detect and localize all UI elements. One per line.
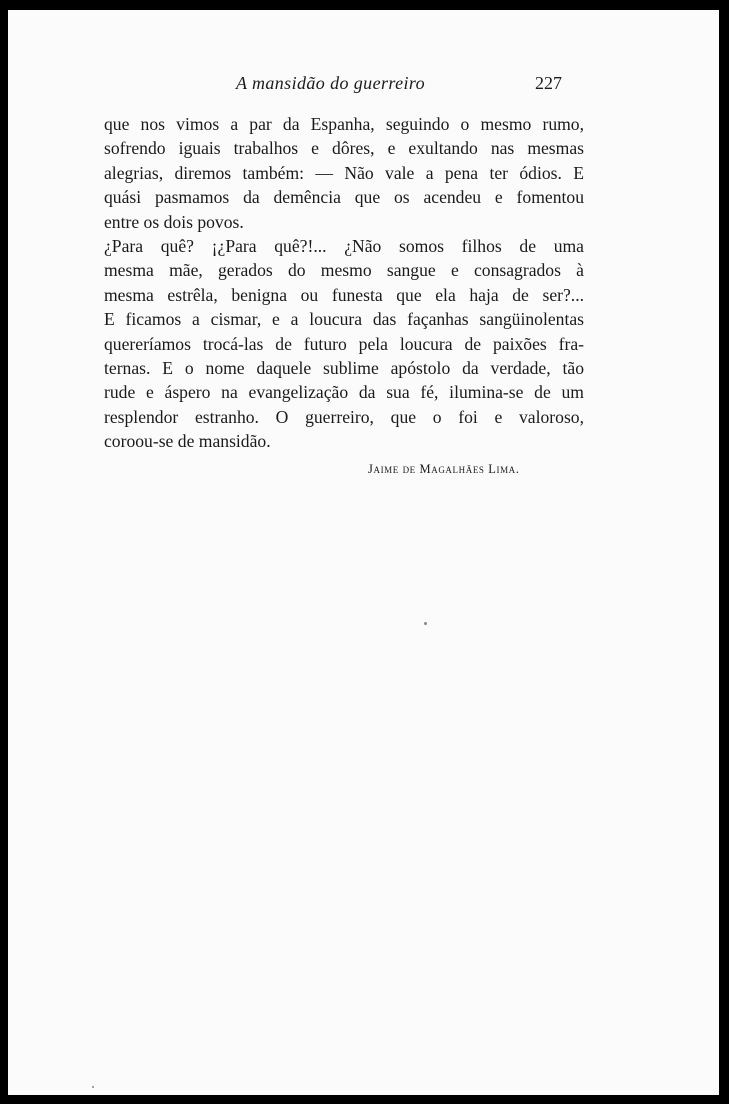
page-header bbox=[8, 73, 719, 97]
text-line: sofrendo iguais trabalhos e dôres, e exultando nas mesmas bbox=[104, 138, 584, 159]
author-signature: Jaime de Magalhães Lima. bbox=[368, 462, 520, 476]
text-line: quereríamos trocá-las de futuro pela loucura de paixões fra- bbox=[104, 333, 584, 354]
text-line: coroou-se de mansidão. bbox=[104, 431, 271, 452]
text-line: entre os dois povos. bbox=[104, 211, 244, 232]
text-line: que nos vimos a par da Espanha, seguindo o mesmo rumo, bbox=[104, 114, 584, 134]
paper-speck bbox=[92, 1086, 94, 1088]
book-page bbox=[8, 10, 719, 1095]
page-number: 227 bbox=[535, 73, 562, 93]
running-title: A mansidão do guerreiro bbox=[236, 73, 426, 93]
text-line: quási pasmamos da demência que os acendeu e fomentou bbox=[104, 187, 584, 208]
text-line: E ficamos a cismar, e a loucura das façanhas sangüinolentas bbox=[104, 309, 584, 330]
text-line: mesma mãe, gerados do mesmo sangue e consagrados à bbox=[104, 260, 584, 281]
text-line: mesma estrêla, benigna ou funesta que ela haja de ser?... bbox=[104, 284, 584, 305]
text-line: alegrias, diremos também: — Não vale a pena ter ódios. E bbox=[104, 162, 584, 183]
text-line: ternas. E o nome daquele sublime apóstolo da verdade, tão bbox=[104, 357, 584, 378]
paper-speck bbox=[424, 622, 427, 625]
text-line: resplendor estranho. O guerreiro, que o foi e valoroso, bbox=[104, 406, 584, 427]
text-line: rude e áspero na evangelização da sua fé, ilumina-se de um bbox=[104, 382, 584, 403]
body-text bbox=[104, 112, 584, 453]
text-line: ¿Para quê? ¡¿Para quê?!... ¿Não somos filhos de uma bbox=[104, 235, 584, 256]
